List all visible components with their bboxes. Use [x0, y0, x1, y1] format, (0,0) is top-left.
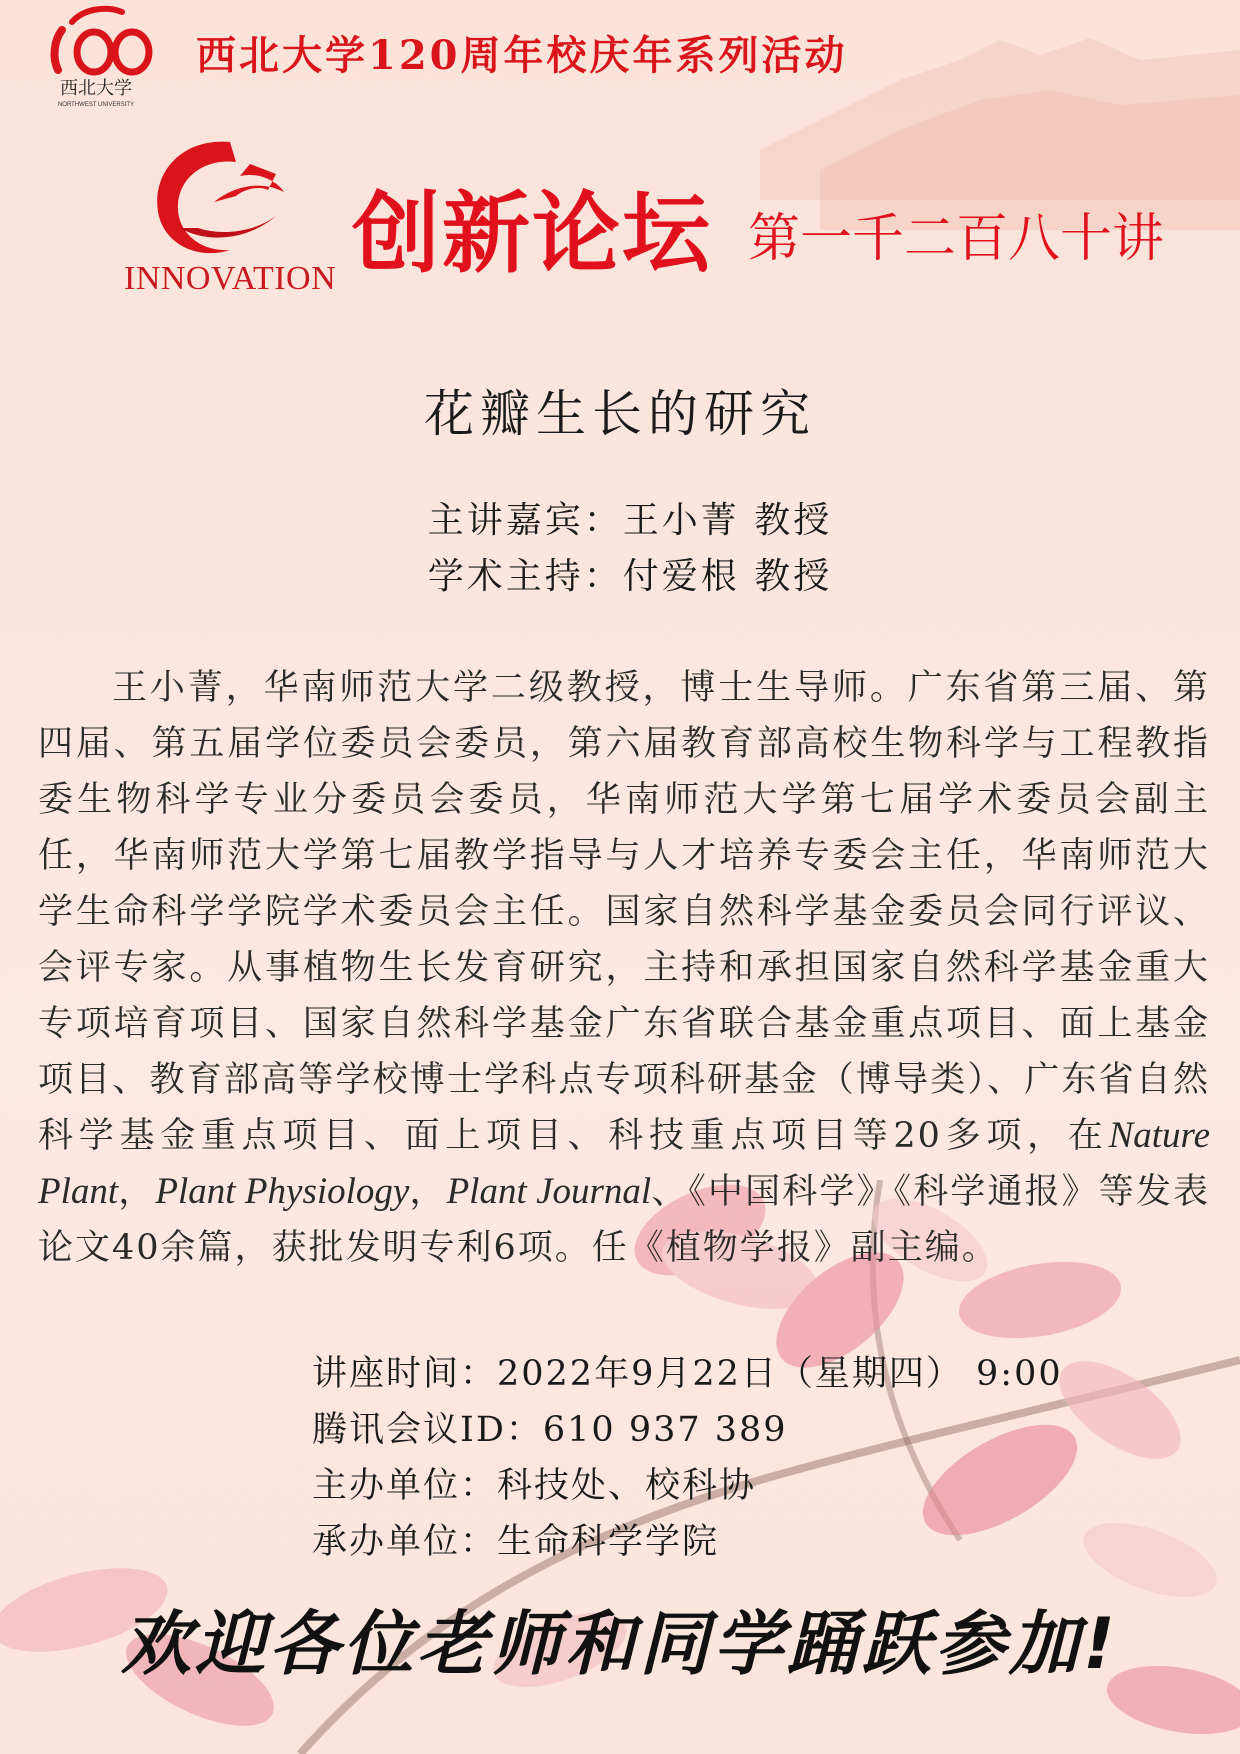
forum-title: 创新论坛: [352, 182, 713, 285]
host-line: 学术主持：付爱根 教授: [427, 556, 833, 597]
logo-text-en: NORTHWEST UNIVERSITY: [57, 102, 135, 108]
series-title: 西北大学120周年校庆年系列活动: [196, 32, 848, 79]
welcome-banner: 欢迎各位老师和同学踊跃参加!: [121, 1603, 1119, 1685]
meeting-id: 腾讯会议ID：610 937 389: [312, 1410, 788, 1450]
undertaker: 承办单位：生命科学学院: [312, 1522, 720, 1562]
speaker-line: 主讲嘉宾：王小菁 教授: [427, 500, 833, 541]
talk-title: 花瓣生长的研究: [424, 385, 816, 443]
journal-plant-journal: Plant Journal: [446, 1171, 652, 1212]
anniversary-120-logo: [44, 0, 164, 126]
speaker-bio: [38, 660, 1210, 1276]
innovation-label: INNOVATION: [124, 260, 337, 297]
bio-text-end: 、《中国科学》《科学通报》等发表论文40余篇，获批发明专利6项。任《植物学报》副主编。: [38, 1172, 1210, 1268]
lecture-number: 第一千二百八十讲: [748, 209, 1165, 269]
journal-nature-plant: Nature Plant: [38, 1115, 1210, 1212]
bio-separator: ，: [409, 1172, 447, 1212]
bio-separator: ，: [118, 1172, 156, 1212]
bio-text: 王小菁，华南师范大学二级教授，博士生导师。广东省第三届、第四届、第五届学位委员会委员，第六届教育部高校生物科学与工程教指委生物科学专业分委员会委员，华南师范大学第七届学术委员会副主任，华南师范大学第七届教学指导与人才培养专委会主任，华南师范大学生命科学学院学术委员会主任。国家自然科学基金委员会同行评议、会评专家。从事植物生长发育研究，主持和承担国家自然科学基金重大专项培育项目、国家自然科学基金广东省联合基金重点项目、面上基金项目、教育部高等学校博士学科点专项科研基金（博导类）、广东省自然科学基金重点项目、面上项目、科技重点项目等20多项，在: [38, 668, 1210, 1156]
lecture-time: 讲座时间：2022年9月22日（星期四） 9:00: [312, 1354, 1063, 1394]
organizer: 主办单位：科技处、校科协: [312, 1466, 757, 1506]
logo-text: 西北大学: [60, 78, 132, 99]
journal-plant-physiology: Plant Physiology: [155, 1171, 410, 1212]
event-info: [312, 1346, 1063, 1570]
